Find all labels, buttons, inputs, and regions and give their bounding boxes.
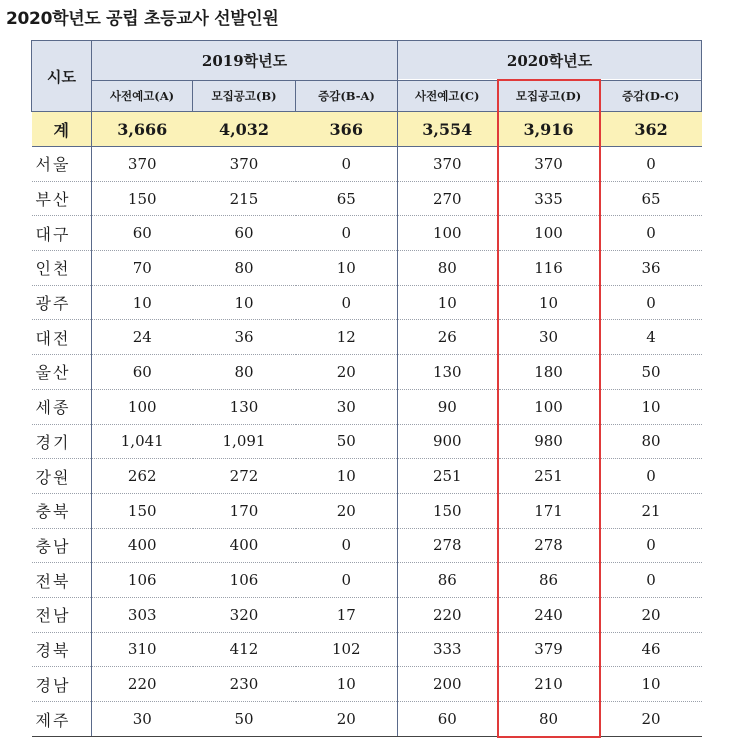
value-cell: 180 — [498, 355, 600, 390]
total-row — [32, 112, 702, 147]
value-cell: 370 — [398, 147, 498, 182]
subheader-a: 사전예고(A) — [92, 80, 193, 112]
value-cell: 900 — [398, 424, 498, 459]
value-cell: 251 — [398, 459, 498, 494]
value-cell: 10 — [193, 285, 296, 320]
value-cell: 0 — [296, 147, 398, 182]
value-cell: 370 — [193, 147, 296, 182]
value-cell: 50 — [193, 702, 296, 737]
subheader-d: 모집공고(D) — [498, 80, 600, 112]
value-cell: 20 — [600, 702, 702, 737]
value-cell: 10 — [398, 285, 498, 320]
value-cell: 303 — [92, 597, 193, 632]
region-cell: 제주 — [32, 702, 92, 737]
value-cell: 220 — [92, 667, 193, 702]
value-cell: 10 — [498, 285, 600, 320]
value-cell: 130 — [193, 389, 296, 424]
value-cell: 80 — [498, 702, 600, 737]
table-row — [32, 459, 702, 494]
value-cell: 12 — [296, 320, 398, 355]
value-cell: 20 — [296, 702, 398, 737]
value-cell: 80 — [193, 251, 296, 286]
value-cell: 0 — [600, 147, 702, 182]
value-cell: 333 — [398, 632, 498, 667]
value-cell: 10 — [600, 389, 702, 424]
value-cell: 150 — [398, 493, 498, 528]
table-row — [32, 147, 702, 182]
recruitment-table — [31, 40, 702, 738]
region-cell: 강원 — [32, 459, 92, 494]
table-row — [32, 702, 702, 737]
region-cell: 인천 — [32, 251, 92, 286]
header-region: 시도 — [32, 41, 92, 112]
value-cell: 80 — [398, 251, 498, 286]
total-cell: 366 — [296, 112, 398, 147]
value-cell: 30 — [498, 320, 600, 355]
region-cell: 경남 — [32, 667, 92, 702]
header-2019: 2019학년도 — [92, 41, 398, 81]
value-cell: 0 — [296, 285, 398, 320]
table-row — [32, 285, 702, 320]
table-row — [32, 355, 702, 390]
value-cell: 36 — [193, 320, 296, 355]
total-cell: 3,666 — [92, 112, 193, 147]
value-cell: 0 — [296, 563, 398, 598]
region-cell: 부산 — [32, 181, 92, 216]
value-cell: 278 — [398, 528, 498, 563]
value-cell: 210 — [498, 667, 600, 702]
table-row — [32, 320, 702, 355]
value-cell: 400 — [193, 528, 296, 563]
region-cell: 전남 — [32, 597, 92, 632]
value-cell: 130 — [398, 355, 498, 390]
value-cell: 36 — [600, 251, 702, 286]
value-cell: 100 — [92, 389, 193, 424]
value-cell: 20 — [296, 493, 398, 528]
page-title: 2020학년도 공립 초등교사 선발인원 — [6, 9, 279, 29]
table-row — [32, 632, 702, 667]
value-cell: 0 — [600, 528, 702, 563]
value-cell: 0 — [296, 528, 398, 563]
total-cell: 3,916 — [498, 112, 600, 147]
value-cell: 26 — [398, 320, 498, 355]
value-cell: 10 — [296, 667, 398, 702]
value-cell: 10 — [92, 285, 193, 320]
table-row — [32, 389, 702, 424]
value-cell: 200 — [398, 667, 498, 702]
subheader-c: 사전예고(C) — [398, 80, 498, 112]
value-cell: 106 — [193, 563, 296, 598]
region-cell: 대전 — [32, 320, 92, 355]
value-cell: 20 — [296, 355, 398, 390]
table-row — [32, 597, 702, 632]
table-row — [32, 563, 702, 598]
table-row — [32, 424, 702, 459]
value-cell: 60 — [92, 355, 193, 390]
total-cell: 362 — [600, 112, 702, 147]
value-cell: 46 — [600, 632, 702, 667]
value-cell: 215 — [193, 181, 296, 216]
value-cell: 170 — [193, 493, 296, 528]
value-cell: 1,091 — [193, 424, 296, 459]
value-cell: 272 — [193, 459, 296, 494]
value-cell: 60 — [92, 216, 193, 251]
value-cell: 370 — [92, 147, 193, 182]
region-cell: 울산 — [32, 355, 92, 390]
region-cell: 경북 — [32, 632, 92, 667]
value-cell: 370 — [498, 147, 600, 182]
value-cell: 50 — [296, 424, 398, 459]
value-cell: 65 — [296, 181, 398, 216]
value-cell: 80 — [600, 424, 702, 459]
value-cell: 10 — [600, 667, 702, 702]
value-cell: 4 — [600, 320, 702, 355]
value-cell: 0 — [600, 216, 702, 251]
value-cell: 17 — [296, 597, 398, 632]
value-cell: 0 — [600, 459, 702, 494]
value-cell: 379 — [498, 632, 600, 667]
table-row — [32, 667, 702, 702]
table-row — [32, 181, 702, 216]
value-cell: 86 — [398, 563, 498, 598]
total-label: 계 — [32, 112, 92, 147]
value-cell: 310 — [92, 632, 193, 667]
value-cell: 262 — [92, 459, 193, 494]
value-cell: 0 — [600, 563, 702, 598]
value-cell: 60 — [193, 216, 296, 251]
value-cell: 70 — [92, 251, 193, 286]
value-cell: 50 — [600, 355, 702, 390]
value-cell: 86 — [498, 563, 600, 598]
value-cell: 150 — [92, 181, 193, 216]
value-cell: 270 — [398, 181, 498, 216]
value-cell: 278 — [498, 528, 600, 563]
region-cell: 전북 — [32, 563, 92, 598]
subheader-b: 모집공고(B) — [193, 80, 296, 112]
total-cell: 4,032 — [193, 112, 296, 147]
value-cell: 1,041 — [92, 424, 193, 459]
value-cell: 171 — [498, 493, 600, 528]
value-cell: 116 — [498, 251, 600, 286]
value-cell: 100 — [498, 216, 600, 251]
value-cell: 240 — [498, 597, 600, 632]
table-row — [32, 493, 702, 528]
region-cell: 경기 — [32, 424, 92, 459]
value-cell: 80 — [193, 355, 296, 390]
value-cell: 220 — [398, 597, 498, 632]
value-cell: 335 — [498, 181, 600, 216]
value-cell: 0 — [600, 285, 702, 320]
value-cell: 30 — [92, 702, 193, 737]
value-cell: 102 — [296, 632, 398, 667]
header-2020: 2020학년도 — [398, 41, 702, 81]
value-cell: 100 — [498, 389, 600, 424]
value-cell: 60 — [398, 702, 498, 737]
value-cell: 20 — [600, 597, 702, 632]
table-row — [32, 251, 702, 286]
value-cell: 980 — [498, 424, 600, 459]
value-cell: 251 — [498, 459, 600, 494]
table-row — [32, 528, 702, 563]
value-cell: 0 — [296, 216, 398, 251]
value-cell: 30 — [296, 389, 398, 424]
region-cell: 광주 — [32, 285, 92, 320]
value-cell: 320 — [193, 597, 296, 632]
value-cell: 230 — [193, 667, 296, 702]
value-cell: 24 — [92, 320, 193, 355]
value-cell: 150 — [92, 493, 193, 528]
value-cell: 100 — [398, 216, 498, 251]
region-cell: 충남 — [32, 528, 92, 563]
value-cell: 400 — [92, 528, 193, 563]
value-cell: 21 — [600, 493, 702, 528]
region-cell: 대구 — [32, 216, 92, 251]
value-cell: 106 — [92, 563, 193, 598]
value-cell: 90 — [398, 389, 498, 424]
subheader-b-a: 증감(B-A) — [296, 80, 398, 112]
region-cell: 세종 — [32, 389, 92, 424]
region-cell: 서울 — [32, 147, 92, 182]
region-cell: 충북 — [32, 493, 92, 528]
value-cell: 65 — [600, 181, 702, 216]
total-cell: 3,554 — [398, 112, 498, 147]
value-cell: 10 — [296, 459, 398, 494]
value-cell: 10 — [296, 251, 398, 286]
subheader-d-c: 증감(D-C) — [600, 80, 702, 112]
table-row — [32, 216, 702, 251]
value-cell: 412 — [193, 632, 296, 667]
